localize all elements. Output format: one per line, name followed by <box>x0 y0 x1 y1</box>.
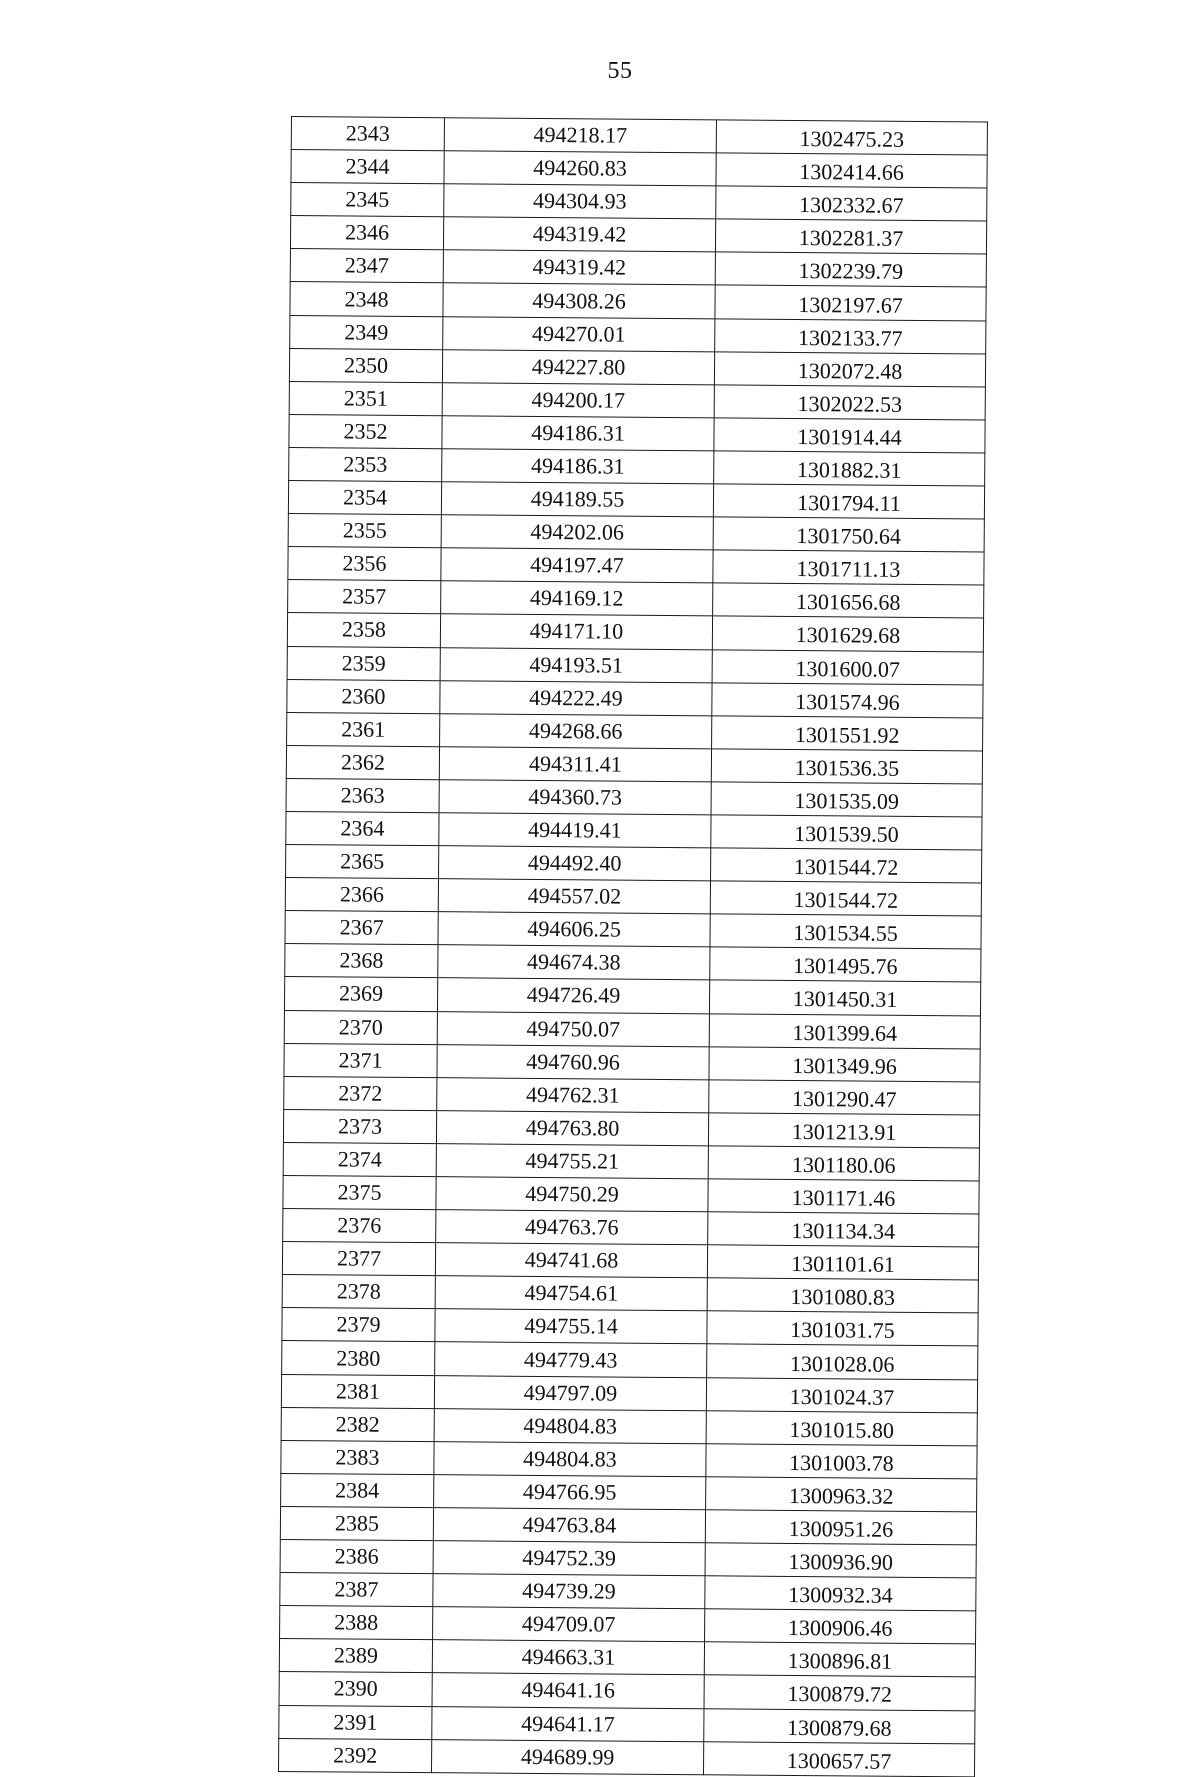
x-coordinate-cell: 494763.80 <box>436 1110 708 1145</box>
x-coordinate-cell: 494557.02 <box>438 879 710 914</box>
table-row <box>290 249 986 288</box>
x-coordinate-cell: 494804.83 <box>434 1441 706 1476</box>
table-row <box>287 646 983 685</box>
point-number-cell: 2354 <box>288 481 441 515</box>
y-coordinate-cell: 1300963.32 <box>706 1477 977 1512</box>
table-row <box>290 315 986 354</box>
x-coordinate-cell: 494319.42 <box>443 217 715 252</box>
x-coordinate-cell: 494311.41 <box>439 746 711 781</box>
coordinates-table-body <box>279 117 988 1777</box>
table-row <box>283 1109 979 1148</box>
point-number-cell: 2365 <box>286 845 439 879</box>
table-row <box>285 878 981 917</box>
x-coordinate-cell: 494663.31 <box>432 1640 704 1675</box>
point-number-cell: 2389 <box>279 1639 432 1673</box>
point-number-cell: 2377 <box>282 1242 435 1276</box>
table-row <box>283 1209 979 1248</box>
y-coordinate-cell: 1300951.26 <box>705 1510 976 1545</box>
point-number-cell: 2364 <box>286 811 439 845</box>
table-row <box>288 481 984 520</box>
point-number-cell: 2346 <box>290 216 443 250</box>
y-coordinate-cell: 1302475.23 <box>716 120 987 155</box>
point-number-cell: 2362 <box>286 745 439 779</box>
point-number-cell: 2357 <box>288 580 441 614</box>
point-number-cell: 2363 <box>286 778 439 812</box>
point-number-cell: 2361 <box>287 712 440 746</box>
y-coordinate-cell: 1301914.44 <box>714 418 985 453</box>
table-row <box>282 1308 978 1347</box>
table-row <box>282 1341 978 1380</box>
point-number-cell: 2360 <box>287 679 440 713</box>
y-coordinate-cell: 1301450.31 <box>709 980 980 1015</box>
x-coordinate-cell: 494169.12 <box>441 581 713 616</box>
x-coordinate-cell: 494189.55 <box>441 482 713 517</box>
x-coordinate-cell: 494419.41 <box>439 813 711 848</box>
x-coordinate-cell: 494754.61 <box>435 1276 707 1311</box>
y-coordinate-cell: 1301180.06 <box>708 1146 979 1181</box>
y-coordinate-cell: 1300879.72 <box>704 1675 975 1710</box>
table-row <box>280 1506 976 1545</box>
y-coordinate-cell: 1300932.34 <box>705 1576 976 1611</box>
point-number-cell: 2373 <box>283 1109 436 1143</box>
table-row <box>279 1738 975 1777</box>
table-row <box>280 1606 976 1645</box>
y-coordinate-cell: 1301003.78 <box>706 1444 977 1479</box>
table-row <box>284 1043 980 1082</box>
table-row <box>289 348 985 387</box>
point-number-cell: 2379 <box>282 1308 435 1342</box>
y-coordinate-cell: 1301750.64 <box>713 517 984 552</box>
y-coordinate-cell: 1302133.77 <box>715 318 986 353</box>
point-number-cell: 2372 <box>284 1076 437 1110</box>
point-number-cell: 2350 <box>289 348 442 382</box>
page-number: 55 <box>607 58 633 84</box>
table-row <box>290 216 986 255</box>
x-coordinate-cell: 494755.14 <box>435 1309 707 1344</box>
point-number-cell: 2349 <box>290 315 443 349</box>
y-coordinate-cell: 1301539.50 <box>711 815 982 850</box>
x-coordinate-cell: 494260.83 <box>444 151 716 186</box>
table-row <box>287 712 983 751</box>
table-row <box>287 613 983 652</box>
x-coordinate-cell: 494360.73 <box>439 780 711 815</box>
x-coordinate-cell: 494197.47 <box>441 548 713 583</box>
point-number-cell: 2355 <box>288 514 441 548</box>
y-coordinate-cell: 1301536.35 <box>711 749 982 784</box>
point-number-cell: 2380 <box>282 1341 435 1375</box>
table-row <box>282 1242 978 1281</box>
x-coordinate-cell: 494779.43 <box>435 1342 707 1377</box>
table-row <box>290 282 986 321</box>
table-row <box>280 1573 976 1612</box>
y-coordinate-cell: 1301101.61 <box>707 1245 978 1280</box>
table-row <box>287 679 983 718</box>
table-row <box>279 1672 975 1711</box>
table-row <box>289 414 985 453</box>
x-coordinate-cell: 494762.31 <box>437 1077 709 1112</box>
y-coordinate-cell: 1300936.90 <box>705 1543 976 1578</box>
table-row <box>286 845 982 884</box>
point-number-cell: 2353 <box>289 447 442 481</box>
point-number-cell: 2383 <box>281 1440 434 1474</box>
table-row <box>284 1076 980 1115</box>
table-row <box>279 1705 975 1744</box>
x-coordinate-cell: 494641.16 <box>432 1673 704 1708</box>
y-coordinate-cell: 1302197.67 <box>715 285 986 320</box>
y-coordinate-cell: 1301711.13 <box>713 550 984 585</box>
y-coordinate-cell: 1300657.57 <box>703 1741 974 1776</box>
table-row <box>284 977 980 1016</box>
y-coordinate-cell: 1301600.07 <box>712 649 983 684</box>
x-coordinate-cell: 494186.31 <box>442 416 714 451</box>
point-number-cell: 2369 <box>284 977 437 1011</box>
point-number-cell: 2390 <box>279 1672 432 1706</box>
y-coordinate-cell: 1301534.55 <box>710 914 981 949</box>
x-coordinate-cell: 494709.07 <box>433 1607 705 1642</box>
x-coordinate-cell: 494760.96 <box>437 1044 709 1079</box>
y-coordinate-cell: 1301290.47 <box>709 1080 980 1115</box>
x-coordinate-cell: 494222.49 <box>440 680 712 715</box>
y-coordinate-cell: 1302332.67 <box>716 186 987 221</box>
x-coordinate-cell: 494202.06 <box>441 515 713 550</box>
y-coordinate-cell: 1300896.81 <box>704 1642 975 1677</box>
x-coordinate-cell: 494193.51 <box>440 647 712 682</box>
point-number-cell: 2348 <box>290 282 443 316</box>
y-coordinate-cell: 1301535.09 <box>711 782 982 817</box>
x-coordinate-cell: 494641.17 <box>432 1706 704 1741</box>
point-number-cell: 2344 <box>291 150 444 184</box>
point-number-cell: 2368 <box>285 944 438 978</box>
x-coordinate-cell: 494171.10 <box>440 614 712 649</box>
y-coordinate-cell: 1301134.34 <box>708 1212 979 1247</box>
point-number-cell: 2371 <box>284 1043 437 1077</box>
table-row <box>291 117 987 156</box>
table-row <box>289 447 985 486</box>
x-coordinate-cell: 494750.29 <box>436 1177 708 1212</box>
table-row <box>281 1407 977 1446</box>
coordinates-table <box>278 116 988 1777</box>
point-number-cell: 2358 <box>287 613 440 647</box>
y-coordinate-cell: 1301544.72 <box>711 848 982 883</box>
x-coordinate-cell: 494739.29 <box>433 1574 705 1609</box>
table-row <box>289 381 985 420</box>
y-coordinate-cell: 1302414.66 <box>716 153 987 188</box>
point-number-cell: 2391 <box>279 1705 432 1739</box>
table-row <box>291 183 987 222</box>
point-number-cell: 2387 <box>280 1573 433 1607</box>
x-coordinate-cell: 494304.93 <box>444 184 716 219</box>
y-coordinate-cell: 1301574.96 <box>712 682 983 717</box>
point-number-cell: 2366 <box>285 878 438 912</box>
y-coordinate-cell: 1301031.75 <box>707 1311 978 1346</box>
x-coordinate-cell: 494797.09 <box>434 1375 706 1410</box>
point-number-cell: 2374 <box>283 1142 436 1176</box>
x-coordinate-cell: 494268.66 <box>440 713 712 748</box>
point-number-cell: 2359 <box>287 646 440 680</box>
point-number-cell: 2343 <box>291 117 444 151</box>
x-coordinate-cell: 494763.84 <box>433 1508 705 1543</box>
point-number-cell: 2376 <box>283 1209 436 1243</box>
point-number-cell: 2386 <box>280 1539 433 1573</box>
table-row <box>288 514 984 553</box>
y-coordinate-cell: 1302281.37 <box>715 219 986 254</box>
x-coordinate-cell: 494308.26 <box>443 283 715 318</box>
x-coordinate-cell: 494726.49 <box>437 978 709 1013</box>
point-number-cell: 2356 <box>288 547 441 581</box>
x-coordinate-cell: 494804.83 <box>434 1408 706 1443</box>
point-number-cell: 2345 <box>291 183 444 217</box>
y-coordinate-cell: 1302072.48 <box>714 351 985 386</box>
y-coordinate-cell: 1302022.53 <box>714 385 985 420</box>
y-coordinate-cell: 1301028.06 <box>707 1344 978 1379</box>
y-coordinate-cell: 1301080.83 <box>707 1278 978 1313</box>
y-coordinate-cell: 1300906.46 <box>705 1609 976 1644</box>
point-number-cell: 2382 <box>281 1407 434 1441</box>
y-coordinate-cell: 1300879.68 <box>704 1708 975 1743</box>
x-coordinate-cell: 494492.40 <box>439 846 711 881</box>
point-number-cell: 2347 <box>290 249 443 283</box>
y-coordinate-cell: 1301495.76 <box>710 947 981 982</box>
table-row <box>288 580 984 619</box>
x-coordinate-cell: 494755.21 <box>436 1144 708 1179</box>
table-row <box>285 911 981 950</box>
y-coordinate-cell: 1301349.96 <box>709 1046 980 1081</box>
x-coordinate-cell: 494227.80 <box>442 349 714 384</box>
y-coordinate-cell: 1301629.68 <box>712 616 983 651</box>
point-number-cell: 2392 <box>279 1738 432 1772</box>
y-coordinate-cell: 1301213.91 <box>708 1113 979 1148</box>
x-coordinate-cell: 494752.39 <box>433 1541 705 1576</box>
x-coordinate-cell: 494763.76 <box>436 1210 708 1245</box>
x-coordinate-cell: 494218.17 <box>444 118 716 153</box>
point-number-cell: 2378 <box>282 1275 435 1309</box>
table-row <box>280 1539 976 1578</box>
y-coordinate-cell: 1301544.72 <box>710 881 981 916</box>
x-coordinate-cell: 494200.17 <box>442 382 714 417</box>
table-row <box>283 1142 979 1181</box>
x-coordinate-cell: 494766.95 <box>434 1475 706 1510</box>
point-number-cell: 2375 <box>283 1175 436 1209</box>
point-number-cell: 2384 <box>281 1473 434 1507</box>
y-coordinate-cell: 1301882.31 <box>714 451 985 486</box>
point-number-cell: 2388 <box>280 1606 433 1640</box>
x-coordinate-cell: 494689.99 <box>431 1739 703 1774</box>
y-coordinate-cell: 1301171.46 <box>708 1179 979 1214</box>
table-row <box>281 1473 977 1512</box>
point-number-cell: 2385 <box>280 1506 433 1540</box>
table-row <box>279 1639 975 1678</box>
table-row <box>284 1010 980 1049</box>
point-number-cell: 2352 <box>289 414 442 448</box>
point-number-cell: 2370 <box>284 1010 437 1044</box>
table-row <box>286 811 982 850</box>
x-coordinate-cell: 494186.31 <box>442 449 714 484</box>
y-coordinate-cell: 1301024.37 <box>706 1377 977 1412</box>
table-row <box>281 1374 977 1413</box>
y-coordinate-cell: 1301015.80 <box>706 1410 977 1445</box>
y-coordinate-cell: 1301399.64 <box>709 1013 980 1048</box>
x-coordinate-cell: 494319.42 <box>443 250 715 285</box>
table-row <box>281 1440 977 1479</box>
x-coordinate-cell: 494270.01 <box>443 316 715 351</box>
x-coordinate-cell: 494750.07 <box>437 1011 709 1046</box>
table-row <box>286 745 982 784</box>
x-coordinate-cell: 494741.68 <box>435 1243 707 1278</box>
point-number-cell: 2367 <box>285 911 438 945</box>
table-row <box>286 778 982 817</box>
table-row <box>285 944 981 983</box>
y-coordinate-cell: 1301551.92 <box>712 716 983 751</box>
table-row <box>283 1175 979 1214</box>
table-row <box>291 150 987 189</box>
table-row <box>288 547 984 586</box>
table-row <box>282 1275 978 1314</box>
y-coordinate-cell: 1302239.79 <box>715 252 986 287</box>
x-coordinate-cell: 494674.38 <box>438 945 710 980</box>
y-coordinate-cell: 1301656.68 <box>713 583 984 618</box>
y-coordinate-cell: 1301794.11 <box>713 484 984 519</box>
point-number-cell: 2351 <box>289 381 442 415</box>
x-coordinate-cell: 494606.25 <box>438 912 710 947</box>
point-number-cell: 2381 <box>281 1374 434 1408</box>
